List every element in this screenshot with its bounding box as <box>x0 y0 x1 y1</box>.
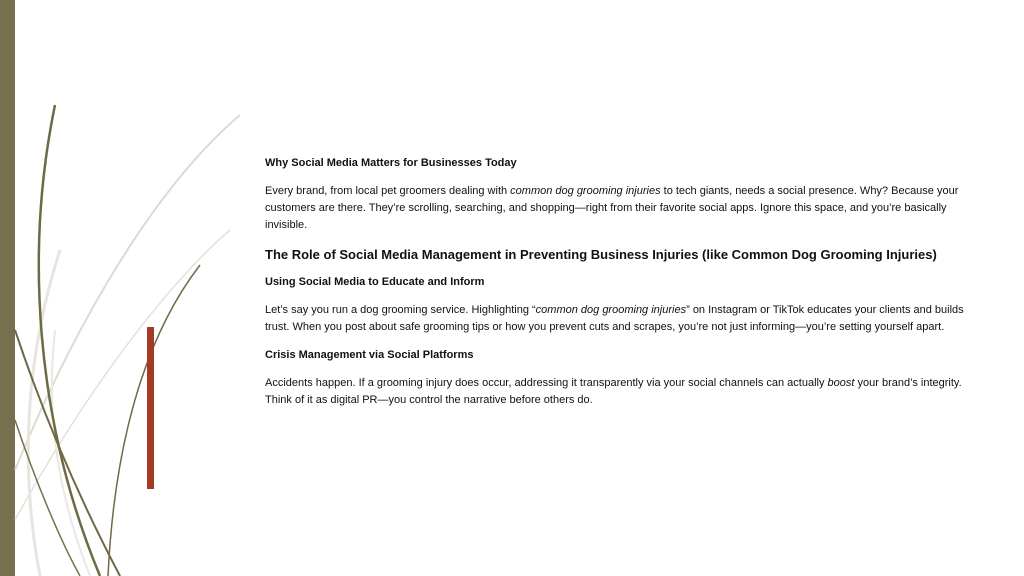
paragraph-text: to tech giants, needs a social presence. Why? Because your customers are there. They’re scrolling, searching, and shopping—right from their favorite social apps. Ignore this space, and you’re basically invisible. <box>265 185 959 231</box>
paragraph-educate <box>265 302 970 336</box>
heading-why-social-media: Why Social Media Matters for Businesses Today <box>265 157 517 169</box>
paragraph-social-presence <box>265 183 970 234</box>
paragraph-text: your brand’s integrity. Think of it as digital PR—you control the narrative before others do. <box>265 377 962 406</box>
emphasis-text: common dog grooming injuries <box>510 185 661 197</box>
paragraph-text: ” on Instagram or TikTok educates your clients and builds trust. When you post about safe grooming tips or how you prevent cuts and scrapes, you’re not just informing—you’re setting yourself apart. <box>265 304 964 333</box>
accent-red-bar <box>147 327 154 489</box>
emphasis-text: common dog grooming injuries <box>535 304 687 316</box>
heading-crisis-management: Crisis Management via Social Platforms <box>265 349 474 361</box>
paragraph-crisis <box>265 375 970 409</box>
swoosh-dark-4 <box>108 265 200 576</box>
decorative-swooshes <box>0 0 260 576</box>
paragraph-text: Every brand, from local pet groomers dealing with <box>265 185 511 197</box>
swoosh-dark-3 <box>15 420 80 576</box>
swoosh-dark-1 <box>39 105 100 576</box>
emphasis-text: boost <box>827 377 855 389</box>
paragraph-text: Let’s say you run a dog grooming service. Highlighting “ <box>265 304 536 316</box>
swoosh-light-4 <box>52 330 90 576</box>
paragraph-text: Accidents happen. If a grooming injury does occur, addressing it transparently via your social channels can actually <box>265 377 828 389</box>
heading-role-of-social-media: The Role of Social Media Management in Preventing Business Injuries (like Common Dog Grooming Injuries) <box>265 247 937 262</box>
heading-educate-inform: Using Social Media to Educate and Inform <box>265 276 485 288</box>
slide-content <box>265 155 970 420</box>
swoosh-dark-2 <box>15 330 120 576</box>
